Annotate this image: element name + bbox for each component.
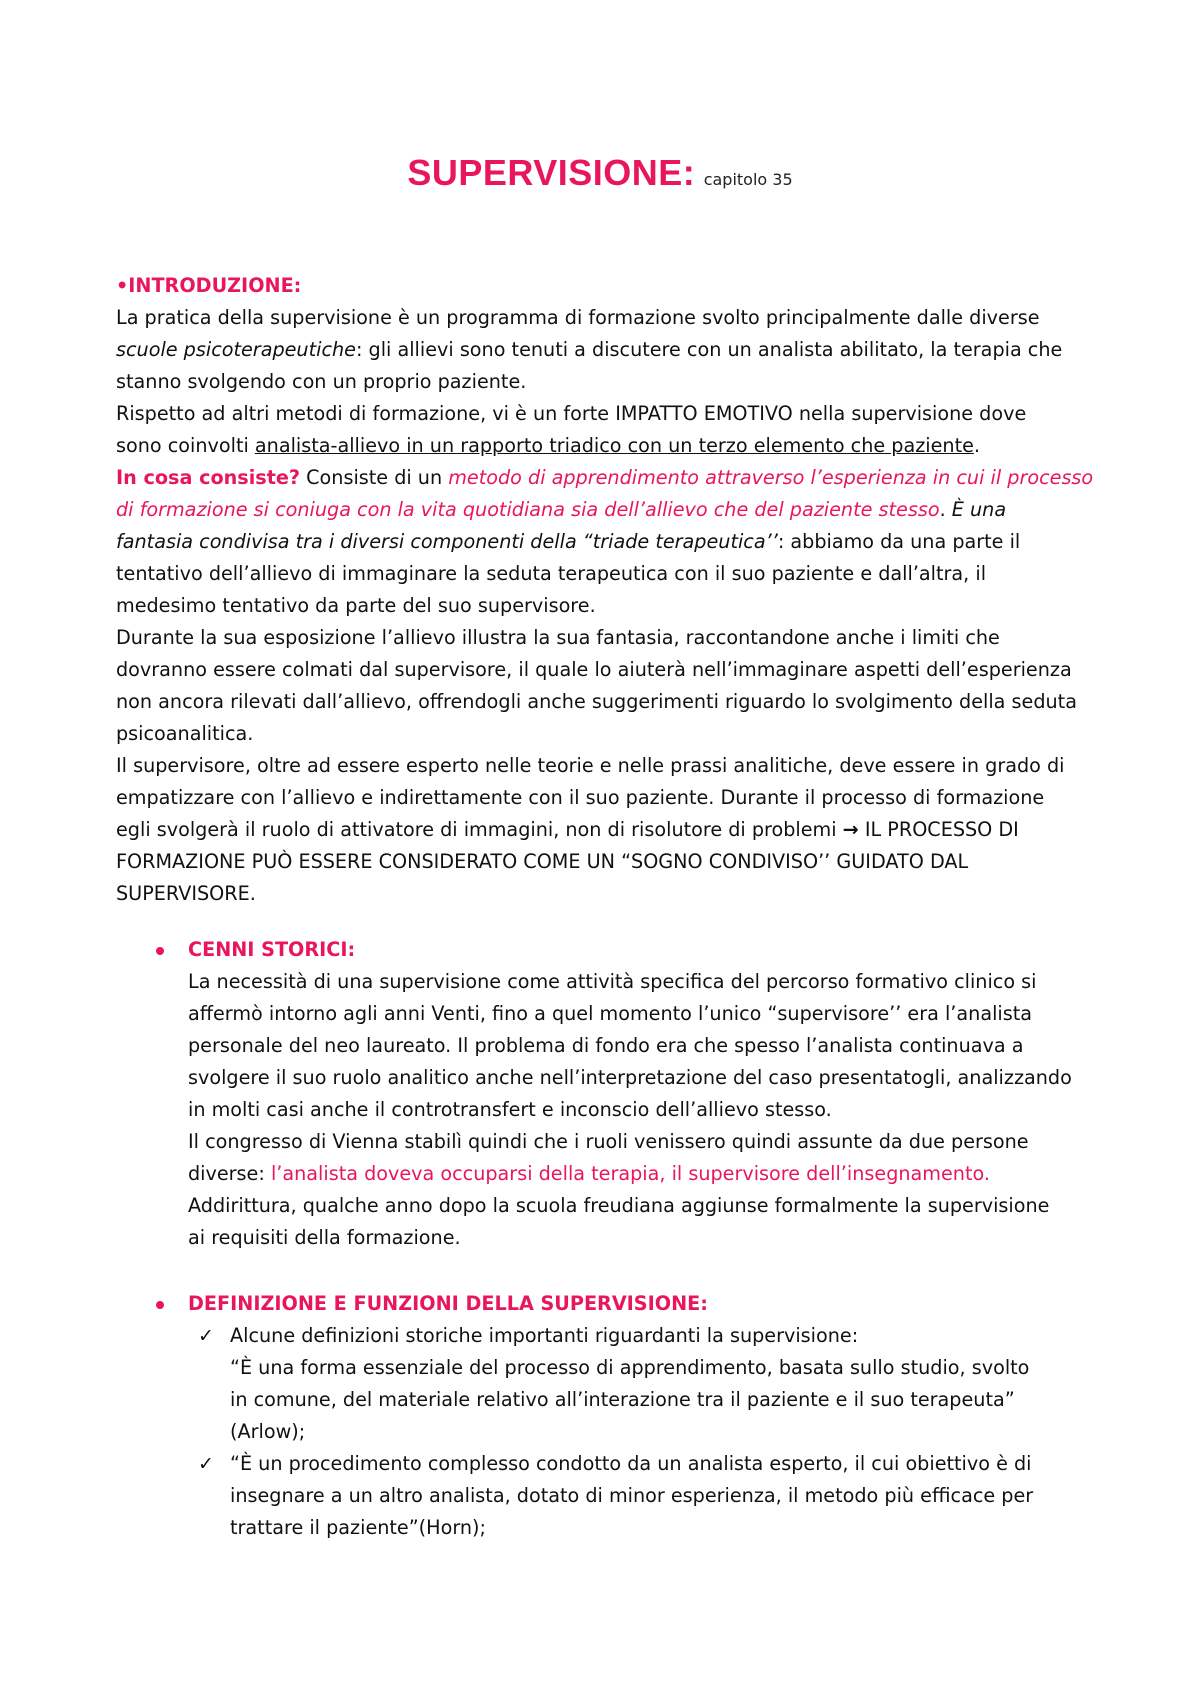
intro-line-7 [116, 494, 1096, 526]
storici-highlight: l’analista doveva occuparsi della terapia, il supervisore dell’insegnamento. [270, 1162, 990, 1185]
title-main: SUPERVISIONE: [407, 152, 696, 193]
storici-section [116, 934, 1096, 1254]
arrow-right-icon: → [842, 818, 859, 841]
checkmark-icon: ✓ [198, 1325, 214, 1347]
definition-1-line-2: “È una forma essenziale del processo di apprendimento, basata sullo studio, svolto [230, 1356, 1030, 1379]
intro-line-8 [116, 526, 1096, 558]
definizione-heading: DEFINIZIONE E FUNZIONI DELLA SUPERVISIONE: [188, 1292, 708, 1315]
storici-line-8: Addirittura, qualche anno dopo la scuola freudiana aggiunse formalmente la supervisione [188, 1194, 1050, 1217]
intro-line-3: stanno svolgendo con un proprio paziente. [116, 370, 527, 393]
storici-line-9: ai requisiti della formazione. [188, 1226, 461, 1249]
intro-italic-term: scuole psicoterapeutiche [116, 338, 356, 361]
intro-line-12: dovranno essere colmati dal supervisore, il quale lo aiuterà nell’immaginare aspetti dell’esperienza [116, 658, 1072, 681]
storici-line-7-pre: diverse: [188, 1162, 271, 1185]
definition-2-line-2: insegnare a un altro analista, dotato di minor esperienza, il metodo più efficace per [230, 1484, 1034, 1507]
bullet-dot-icon [156, 947, 164, 955]
intro-line-14: psicoanalitica. [116, 722, 254, 745]
definition-item [116, 1320, 1096, 1448]
intro-line-19: SUPERVISORE. [116, 882, 256, 905]
storici-line-3: personale del neo laureato. Il problema di fondo era che spesso l’analista continuava a [188, 1034, 1024, 1057]
definition-1-line-4: (Arlow); [230, 1420, 306, 1443]
storici-line-6: Il congresso di Vienna stabilì quindi che i ruoli venissero quindi assunte da due persone [188, 1130, 1029, 1153]
intro-line-7-italic: di formazione si coniuga con la vita quotidiana sia dell’allievo che del paziente stesso [116, 498, 940, 521]
question-label: In cosa consiste? [116, 466, 301, 489]
intro-line-17-post: IL PROCESSO DI [858, 818, 1019, 841]
storici-line-4: svolgere il suo ruolo analitico anche nell’interpretazione del caso presentatogli, analizzando [188, 1066, 1072, 1089]
intro-heading: •INTRODUZIONE: [116, 274, 302, 297]
definition-1-line-3: in comune, del materiale relativo all’interazione tra il paziente e il suo terapeuta” [230, 1388, 1015, 1411]
bullet-dot-icon [156, 1301, 164, 1309]
intro-line-6-italic: metodo di apprendimento attraverso l’esperienza in cui il processo [448, 466, 1094, 489]
storici-line-2: affermò intorno agli anni Venti, fino a quel momento l’unico “supervisore’’ era l’analista [188, 1002, 1033, 1025]
intro-line-17 [116, 814, 1096, 846]
intro-line-4: Rispetto ad altri metodi di formazione, vi è un forte IMPATTO EMOTIVO nella supervisione dove [116, 402, 1027, 425]
intro-line-1: La pratica della supervisione è un programma di formazione svolto principalmente dalle diverse [116, 306, 1040, 329]
intro-line-10: medesimo tentativo da parte del suo supervisore. [116, 594, 596, 617]
intro-line-7-post: . [939, 498, 952, 521]
intro-underlined-text: analista-allievo in un rapporto triadico con un terzo elemento che paziente [254, 434, 974, 457]
intro-line-8-rest: : abbiamo da una parte il [777, 530, 1021, 553]
definition-item [116, 1448, 1096, 1544]
storici-heading: CENNI STORICI: [188, 938, 356, 961]
storici-line-1: La necessità di una supervisione come attività specifica del percorso formativo clinico si [188, 970, 1037, 993]
intro-line-2 [116, 334, 1096, 366]
intro-line-8-italic: fantasia condivisa tra i diversi componenti della “triade terapeutica’’ [116, 530, 778, 553]
intro-line-11: Durante la sua esposizione l’allievo illustra la sua fantasia, raccontandone anche i limiti che [116, 626, 1000, 649]
intro-line-16: empatizzare con l’allievo e indirettamente con il suo paziente. Durante il processo di formazione [116, 786, 1045, 809]
intro-line-6 [116, 462, 1096, 494]
intro-line-13: non ancora rilevati dall’allievo, offrendogli anche suggerimenti riguardo lo svolgimento della seduta [116, 690, 1077, 713]
intro-line-9: tentativo dell’allievo di immaginare la seduta terapeutica con il suo paziente e dall’altra, il [116, 562, 987, 585]
intro-line-17-pre: egli svolgerà il ruolo di attivatore di immagini, non di risolutore di problemi [116, 818, 843, 841]
intro-line-5-pre: sono coinvolti [116, 434, 255, 457]
title-subtitle: capitolo 35 [703, 170, 793, 189]
definizione-section [116, 1288, 1096, 1544]
intro-line-15: Il supervisore, oltre ad essere esperto nelle teorie e nelle prassi analitiche, deve essere in grado di [116, 754, 1065, 777]
intro-line-5 [116, 430, 1096, 462]
definition-1-line-1: Alcune definizioni storiche importanti riguardanti la supervisione: [230, 1324, 859, 1347]
checkmark-icon: ✓ [198, 1453, 214, 1475]
intro-line-6-rest: Consiste di un [300, 466, 449, 489]
intro-line-5-post: . [973, 434, 981, 457]
storici-line-5: in molti casi anche il controtransfert e inconscio dell’allievo stesso. [188, 1098, 832, 1121]
intro-line-7-tail: È una [951, 498, 1007, 521]
page-title [0, 152, 1200, 194]
intro-line-2-rest: : gli allievi sono tenuti a discutere con un analista abilitato, la terapia che [355, 338, 1063, 361]
definition-2-line-1: “È un procedimento complesso condotto da un analista esperto, il cui obiettivo è di [230, 1452, 1032, 1475]
intro-line-18: FORMAZIONE PUÒ ESSERE CONSIDERATO COME UN “SOGNO CONDIVISO’’ GUIDATO DAL [116, 850, 969, 873]
document-body [116, 270, 1096, 1544]
storici-line-7 [116, 1158, 1096, 1190]
definition-2-line-3: trattare il paziente”(Horn); [230, 1516, 486, 1539]
